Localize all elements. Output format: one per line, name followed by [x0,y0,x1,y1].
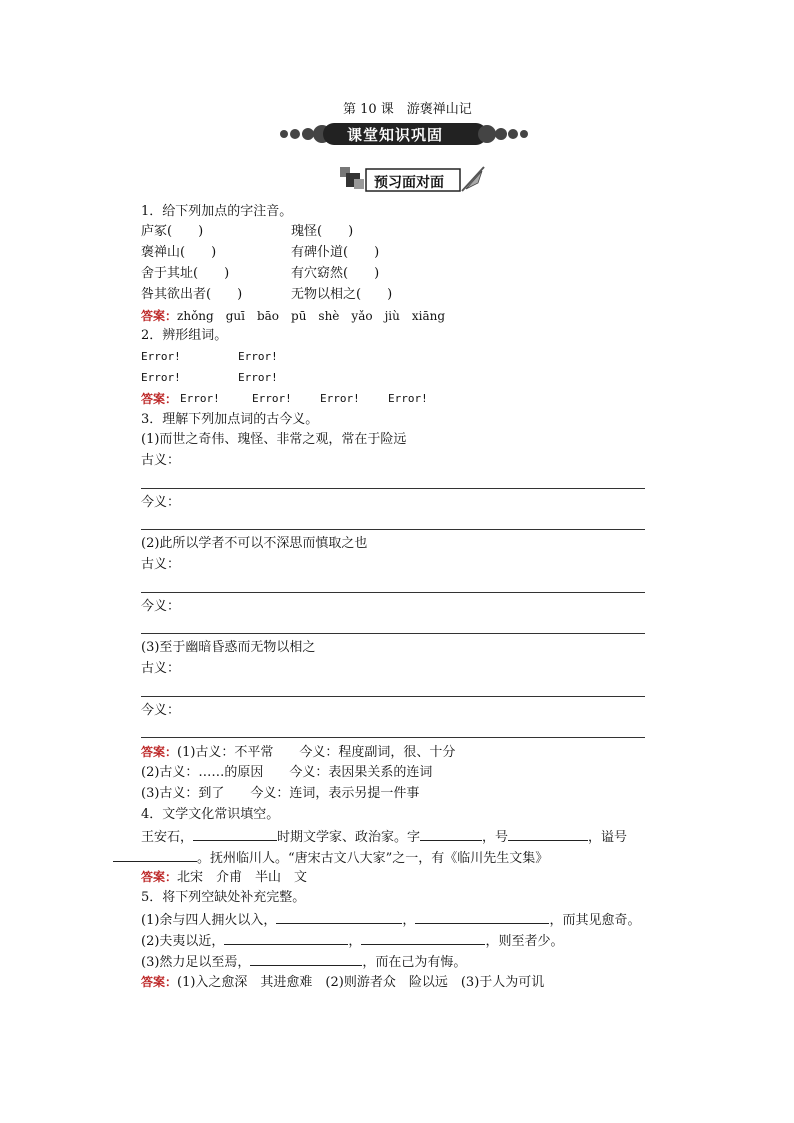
answer-text: (3)古义：到了 今义：连词，表示另提一件事 [141,786,420,801]
q1-item: 有穴窈然( ) [291,266,380,281]
q2-item: Error! [238,350,278,363]
q4-heading: 4．文学文化常识填空。 [141,807,280,822]
q2-answer-item: Error! [320,392,360,405]
q3-gu-label: 古义： [141,557,181,572]
dot-icon [290,129,300,139]
fill-blank[interactable] [420,826,482,841]
q2-heading: 2．辨形组词。 [141,328,228,343]
q4-text: ，谥号 [588,830,628,845]
fill-blank[interactable] [508,826,588,841]
feather-pen-icon [462,167,484,191]
lesson-title: 第 10 课 游褒禅山记 [343,102,472,117]
q3-gu-label: 古义： [141,661,181,676]
q5-text: ，则至者少。 [485,934,564,949]
q1-item: 有碑仆道( ) [291,245,380,260]
q4-paragraph-cont [113,847,548,869]
q5-line [141,930,563,952]
q3-sentence: (1)而世之奇伟、瑰怪、非常之观，常在于险远 [141,432,407,447]
q5-text: (1)余与四人拥火以入， [141,913,277,928]
answer-text: zhǒng guī bāo pū shè yǎo jiù xiāng [177,309,446,323]
answer-text: (1)古义：不平常 今义：程度副词，很、十分 [177,745,456,760]
fill-blank[interactable] [193,826,277,841]
q1-heading: 1．给下列加点的字注音。 [141,204,293,219]
q3-jin-label: 今义： [141,703,181,718]
q2-item: Error! [141,350,181,363]
answer-line[interactable] [141,696,645,697]
dot-icon [280,130,288,138]
answer-text: (1)入之愈深 其进愈难 (2)则游者众 险以远 (3)于人为可讥 [177,975,545,990]
q2-answer-item: Error! [252,392,292,405]
q4-text: 王安石， [141,830,194,845]
banner-label: 课堂知识巩固 [347,126,444,144]
q4-paragraph [141,826,627,848]
fill-blank[interactable] [361,930,485,945]
q2-answer-item: Error! [180,392,220,405]
q3-jin-label: 今义： [141,599,181,614]
answer-line[interactable] [141,592,645,593]
answer-label: 答案： [141,975,178,989]
q5-text: ， [348,934,362,949]
q2-answer-item: Error! [388,392,428,405]
q2-item: Error! [238,371,278,384]
fill-blank[interactable] [224,930,348,945]
fill-blank[interactable] [415,909,549,924]
q5-text: ，而在己为有悔。 [362,955,467,970]
dot-icon [302,128,314,140]
q1-item: 瑰怪( ) [291,224,354,239]
answer-label: 答案： [141,745,178,759]
q4-text: ，号 [482,830,509,845]
answer-text: (2)古义：……的原因 今义：表因果关系的连词 [141,765,433,780]
q1-item: 褒禅山( ) [141,245,217,260]
q5-text: (3)然力足以至焉， [141,955,251,970]
fill-blank[interactable] [276,909,402,924]
square-icon [354,179,364,189]
q5-text: ，而其见愈奇。 [549,913,641,928]
q1-item: 咎其欲出者( ) [141,287,243,302]
q5-line [141,951,466,973]
q5-heading: 5．将下列空缺处补充完整。 [141,890,306,905]
q5-answer [141,972,544,993]
q3-jin-label: 今义： [141,495,181,510]
fill-blank[interactable] [113,847,197,862]
q4-text: 。抚州临川人。“唐宋古文八大家”之一，有《临川先生文集》 [197,851,549,866]
q3-gu-label: 古义： [141,453,181,468]
answer-label: 答案： [141,870,178,884]
q1-answer [141,306,445,327]
q3-sentence: (2)此所以学者不可以不深思而慎取之也 [141,536,368,551]
q3-answer [141,742,455,763]
q5-text: (2)夫夷以近， [141,934,225,949]
q1-item: 庐冢( ) [141,224,204,239]
answer-label: 答案： [141,309,178,323]
answer-line[interactable] [141,488,645,489]
dot-icon [478,125,496,143]
answer-label: 答案： [141,392,178,406]
dot-icon [508,129,518,139]
q1-item: 无物以相之( ) [291,287,393,302]
q4-text: 时期文学家、政治家。字 [277,830,421,845]
q5-text: ， [402,913,416,928]
section-label: 预习面对面 [374,175,444,191]
answer-line[interactable] [141,529,645,530]
dot-icon [520,130,528,138]
q4-answer [141,867,307,888]
answer-line[interactable] [141,737,645,738]
q2-answer [141,389,177,410]
dot-icon [495,128,507,140]
q3-heading: 3．理解下列加点词的古今义。 [141,412,319,427]
q3-sentence: (3)至于幽暗昏惑而无物以相之 [141,640,316,655]
q2-item: Error! [141,371,181,384]
q5-line [141,909,640,931]
q1-item: 舍于其址( ) [141,266,230,281]
fill-blank[interactable] [250,951,362,966]
answer-text: 北宋 介甫 半山 文 [177,870,308,885]
answer-line[interactable] [141,633,645,634]
